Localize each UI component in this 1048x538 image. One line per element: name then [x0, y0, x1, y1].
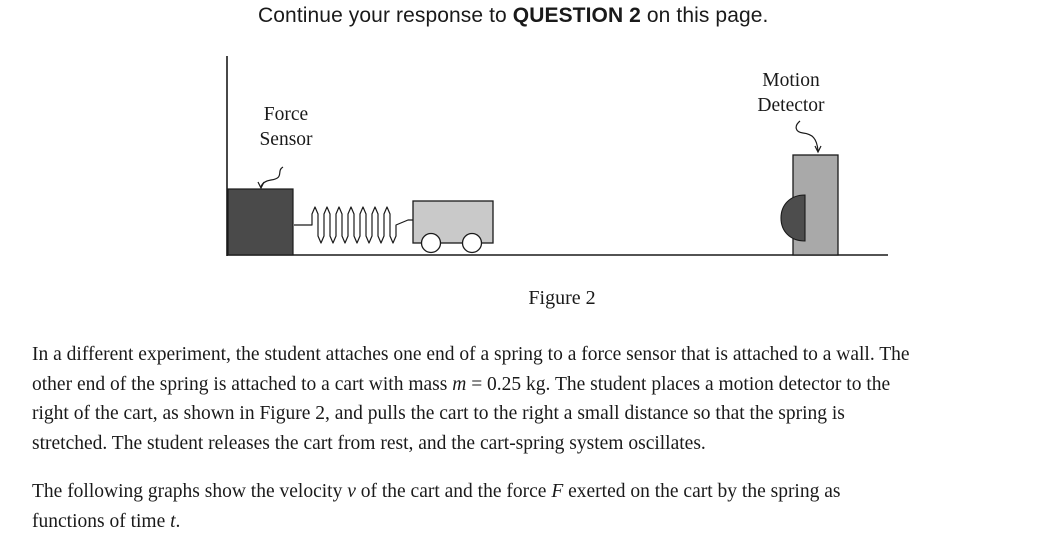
force-sensor-label-line2: Sensor — [259, 129, 313, 150]
force-sensor-block — [228, 189, 293, 255]
paragraph1-line1: In a different experiment, the student attaches one end of a spring to a force sensor that is attached to a wall. The — [32, 344, 910, 365]
paragraph1-line4: stretched. The student releases the cart from rest, and the cart-spring system oscillates. — [32, 432, 706, 454]
paragraph2-part-d: functions of time — [32, 510, 171, 532]
paragraph2-part-c: exerted on the cart by the spring as — [563, 481, 841, 502]
spring — [294, 207, 414, 243]
force-sensor-pointer — [261, 167, 283, 187]
paragraph1-line2b: = 0.25 kg. The student places a motion detector to the — [466, 373, 891, 395]
header-question-number: QUESTION 2 — [512, 4, 641, 27]
paragraph1-line3: right of the cart, as shown in Figure 2, and pulls the cart to the right a small distance so that the spring is — [32, 403, 845, 424]
velocity-variable: v — [347, 481, 356, 502]
cart-wheel-right — [463, 234, 482, 253]
motion-detector-sensor-eye — [781, 195, 805, 241]
motion-detector-label-line1: Motion — [762, 70, 820, 91]
paragraph-experiment-description — [32, 340, 1044, 458]
cart-wheel-left — [422, 234, 441, 253]
force-sensor-label-line1: Force — [263, 104, 309, 125]
paragraph2-part-b: of the cart and the force — [355, 481, 552, 502]
mass-variable: m — [452, 373, 467, 395]
header-prefix: Continue your response to — [258, 4, 513, 27]
paragraph2-part-a: The following graphs show the velocity — [32, 481, 348, 502]
paragraph1-line2a: other end of the spring is attached to a cart with mass — [32, 373, 453, 395]
time-variable: t — [170, 510, 176, 532]
header-suffix: on this page. — [640, 4, 769, 27]
motion-detector-label-line2: Detector — [757, 95, 825, 116]
force-variable: F — [551, 481, 564, 502]
figure-caption: Figure 2 — [528, 287, 596, 309]
paragraph-graphs-intro — [32, 477, 1044, 536]
force-sensor-arrowhead — [258, 182, 264, 188]
paragraph2-part-e: . — [175, 510, 181, 532]
